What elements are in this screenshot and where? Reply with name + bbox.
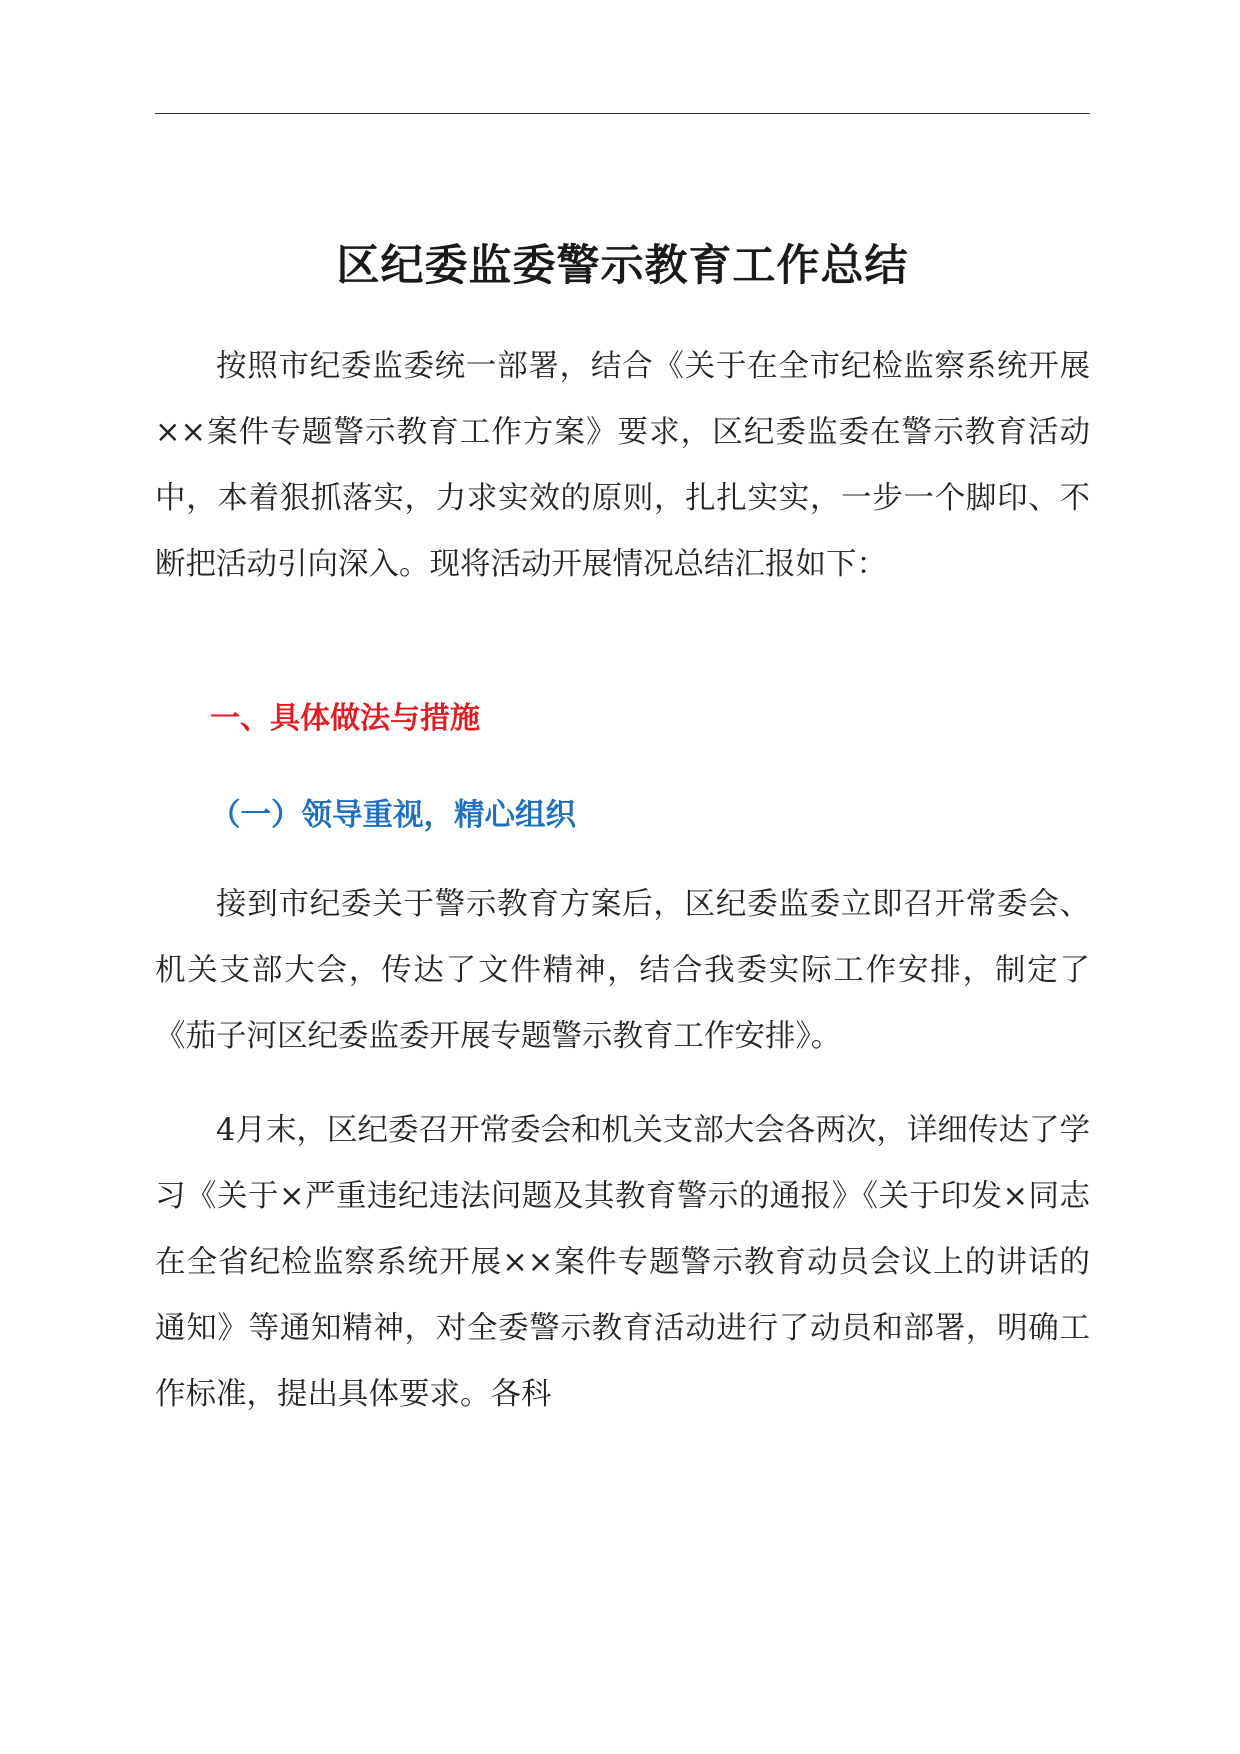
section-heading: 一、具体做法与措施	[210, 701, 480, 736]
body-paragraph: 接到市纪委关于警示教育方案后，区纪委监委立即召开常委会、机关支部大会，传达了文件精神，结合我委实际工作安排，制定了《茄子河区纪委监委开展专题警示教育工作安排》。	[155, 887, 1090, 1054]
document-title: 区纪委监委警示教育工作总结	[336, 241, 909, 291]
intro-paragraph: 按照市纪委监委统一部署，结合《关于在全市纪检监察系统开展××案件专题警示教育工作方案》要求，区纪委监委在警示教育活动中，本着狠抓落实，力求实效的原则，扎扎实实，一步一个脚印、不断把活动引向深入。现将活动开展情况总结汇报如下：	[155, 349, 1090, 582]
header-rule	[155, 113, 1090, 114]
subsection-heading: （一）领导重视，精心组织	[210, 797, 576, 833]
body-paragraph: 4月末，区纪委召开常委会和机关支部大会各两次，详细传达了学习《关于×严重违纪违法问题及其教育警示的通报》《关于印发×同志在全省纪检监察系统开展××案件专题警示教育动员会议上的讲话的通知》等通知精神，对全委警示教育活动进行了动员和部署，明确工作标准，提出具体要求。各科	[155, 1113, 1090, 1412]
